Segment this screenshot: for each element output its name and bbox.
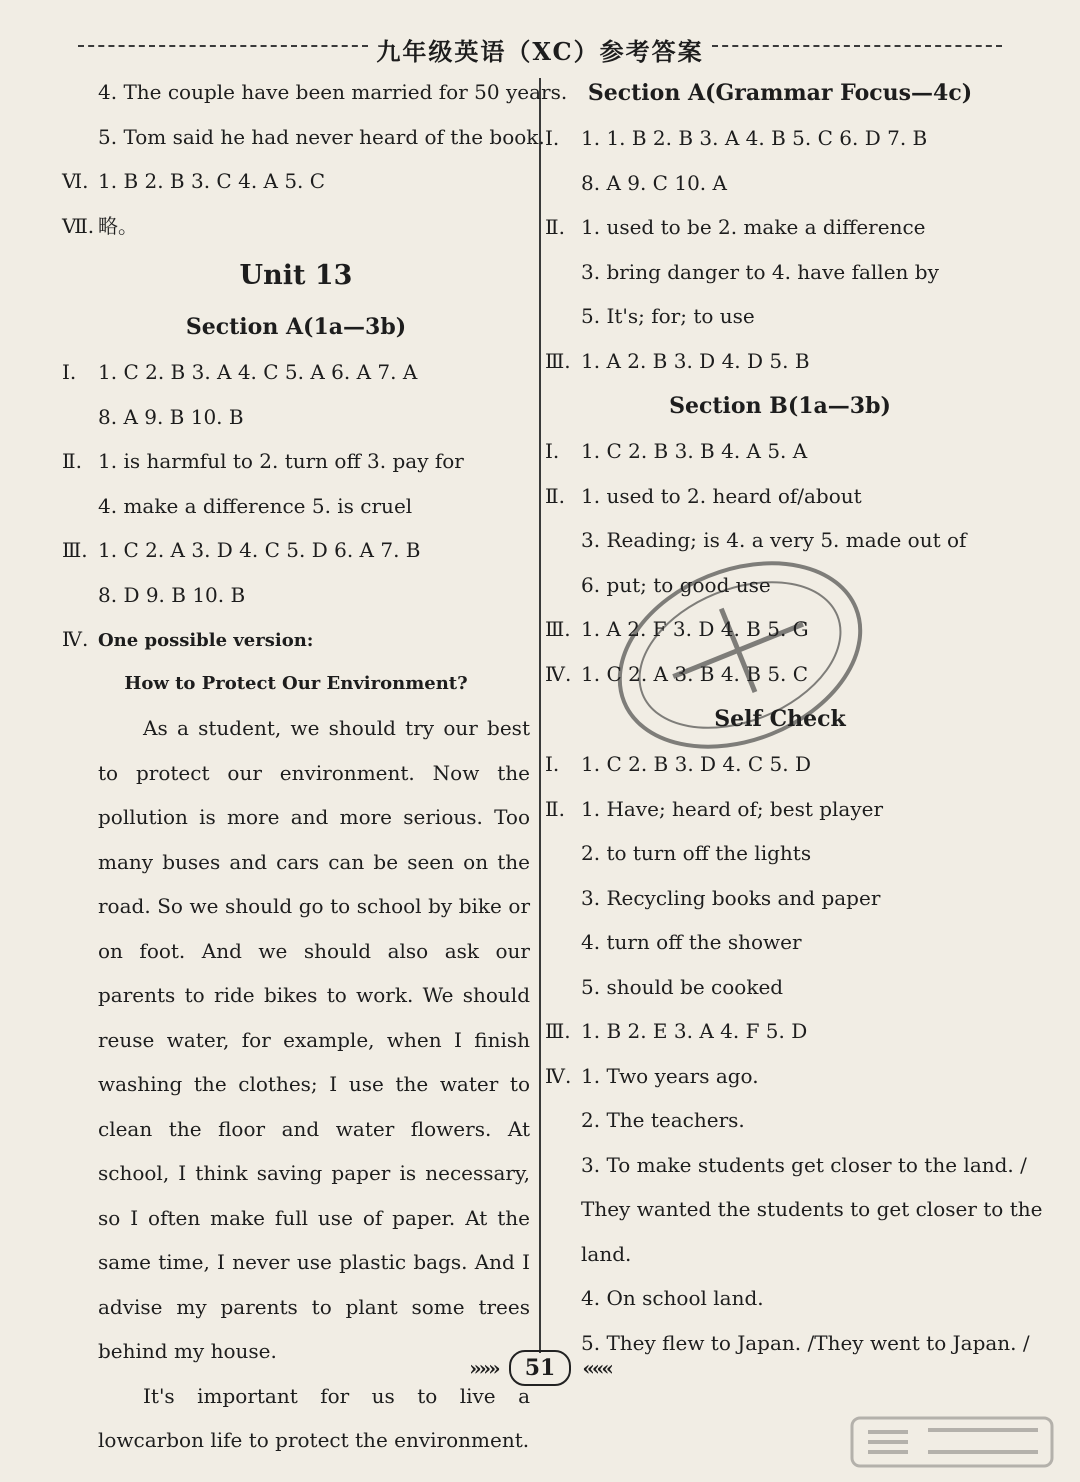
answer-line	[62, 159, 530, 204]
answer-line: land.	[581, 1241, 632, 1266]
answer-line	[545, 1009, 1015, 1054]
answer-line	[62, 204, 530, 249]
answer-line: 3. bring danger to 4. have fallen by	[581, 259, 939, 284]
unit-title: Unit 13	[239, 260, 353, 291]
answer-text: 1. 1. B 2. B 3. A 4. B 5. C 6. D 7. B	[581, 126, 928, 150]
answer-text: 1. C 2. B 3. D 4. C 5. D	[581, 752, 811, 776]
answer-line: 5. should be cooked	[581, 974, 784, 999]
roman-numeral: Ⅲ.	[545, 348, 571, 373]
answer-line	[62, 350, 530, 395]
answer-text: 1. C 2. B 3. B 4. A 5. A	[581, 439, 808, 463]
answer-text: 1. B 2. B 3. C 4. A 5. C	[98, 169, 326, 193]
essay-title: How to Protect Our Environment?	[124, 672, 468, 694]
header-rule-right	[712, 45, 1002, 47]
answer-line	[545, 116, 1015, 161]
answer-text: 1. C 2. A 3. D 4. C 5. D 6. A 7. B	[98, 538, 421, 562]
answer-line: 8. A 9. C 10. A	[581, 170, 727, 195]
roman-numeral: Ⅰ.	[62, 360, 77, 384]
answer-text: 1. C 2. B 3. A 4. C 5. A 6. A 7. A	[98, 360, 418, 384]
answer-line: 2. to turn off the lights	[581, 841, 812, 865]
section-title: Self Check	[714, 706, 846, 732]
answer-text: 1. A 2. B 3. D 4. D 5. B	[581, 348, 810, 373]
roman-numeral: Ⅱ.	[545, 215, 565, 239]
answer-line: 4. On school land.	[581, 1286, 764, 1310]
chevron-left-icon: «««	[582, 1356, 611, 1380]
answer-line	[62, 617, 530, 662]
roman-numeral: Ⅲ.	[545, 617, 571, 641]
answer-line: 4. The couple have been married for 50 years.	[98, 80, 568, 104]
roman-numeral: Ⅰ.	[545, 439, 560, 463]
answer-line	[545, 787, 1015, 832]
header-title: 九年级英语（XC）参考答案	[376, 37, 704, 66]
answer-line: They wanted the students to get closer to the	[581, 1197, 1043, 1221]
section-title: Section B(1a—3b)	[669, 393, 891, 419]
section-title: Section A(Grammar Focus—4c)	[587, 80, 973, 106]
answer-text: 1. used to 2. heard of/about	[581, 483, 862, 508]
essay-paragraph: It's important for us to live a lowcarbon life to protect the environment.	[98, 1383, 530, 1452]
roman-numeral: Ⅳ.	[545, 1063, 572, 1088]
roman-numeral: Ⅳ.	[545, 661, 572, 686]
answer-text: 1. is harmful to 2. turn off 3. pay for	[98, 449, 464, 473]
essay-paragraph: As a student, we should try our best to protect our environment. Now the pollution is more and more serious. Too many buses and cars can be seen on the road. So we should go to school by bike or on foot. And we should also ask our parents to ride bikes to work. We should reuse water, for example, when I finish washing the clothes; I use the water to clean the floor and water flowers. At school, I think saving paper is necessary, so I often make full use of paper. At the same time, I never use plastic bags. And I advise my parents to plant some trees behind my house.	[98, 716, 530, 1363]
roman-numeral: Ⅵ.	[62, 169, 89, 193]
answer-text: 略。	[98, 213, 138, 238]
answer-text: 1. B 2. E 3. A 4. F 5. D	[581, 1019, 808, 1043]
answer-line: 5. They flew to Japan. /They went to Japan. /	[581, 1330, 1030, 1355]
answer-line: 2. The teachers.	[581, 1108, 745, 1132]
page-header	[60, 28, 1020, 68]
page-number: 51	[509, 1350, 572, 1386]
roman-numeral: Ⅱ.	[545, 796, 565, 821]
answer-line: 6. put; to good use	[581, 572, 771, 597]
version-label: One possible version:	[98, 630, 314, 651]
answer-line: 4. make a difference 5. is cruel	[98, 493, 413, 518]
roman-numeral: Ⅲ.	[545, 1019, 571, 1043]
answer-line: 3. To make students get closer to the land. /	[581, 1152, 1027, 1177]
answer-line	[545, 339, 1015, 384]
roman-numeral: Ⅰ.	[545, 752, 560, 776]
answer-text: 1. A 2. F 3. D 4. B 5. G	[581, 617, 809, 641]
page-footer	[0, 1350, 1080, 1386]
answer-line	[545, 429, 1015, 474]
section-title: Section A(1a—3b)	[185, 314, 407, 340]
answer-line: 8. D 9. B 10. B	[98, 582, 246, 607]
answer-line	[545, 1054, 1015, 1099]
answer-text: 1. Two years ago.	[581, 1063, 759, 1088]
answer-line: 5. It's; for; to use	[581, 304, 755, 328]
roman-numeral: Ⅳ.	[62, 627, 89, 651]
answer-line	[545, 205, 1015, 250]
answer-text: 1. Have; heard of; best player	[581, 796, 884, 821]
answer-line	[62, 528, 530, 573]
answer-line	[545, 474, 1015, 519]
answer-line	[62, 439, 530, 484]
answer-text: 1. C 2. A 3. B 4. B 5. C	[581, 661, 809, 686]
answer-line: 5. Tom said he had never heard of the book.	[98, 124, 545, 149]
answer-line: 8. A 9. B 10. B	[98, 404, 244, 429]
column-divider	[539, 78, 541, 1353]
roman-numeral: Ⅱ.	[545, 483, 565, 508]
answer-text: 1. used to be 2. make a difference	[581, 215, 926, 239]
answer-line: 3. Reading; is 4. a very 5. made out of	[581, 528, 967, 552]
watermark-logo	[848, 1412, 1058, 1472]
chevron-right-icon: »»»	[469, 1356, 498, 1380]
roman-numeral: Ⅶ.	[62, 213, 95, 238]
roman-numeral: Ⅲ.	[62, 538, 88, 562]
answer-line: 3. Recycling books and paper	[581, 885, 881, 910]
roman-numeral: Ⅱ.	[62, 449, 82, 473]
answer-line: 4. turn off the shower	[581, 930, 802, 954]
roman-numeral: Ⅰ.	[545, 126, 560, 150]
